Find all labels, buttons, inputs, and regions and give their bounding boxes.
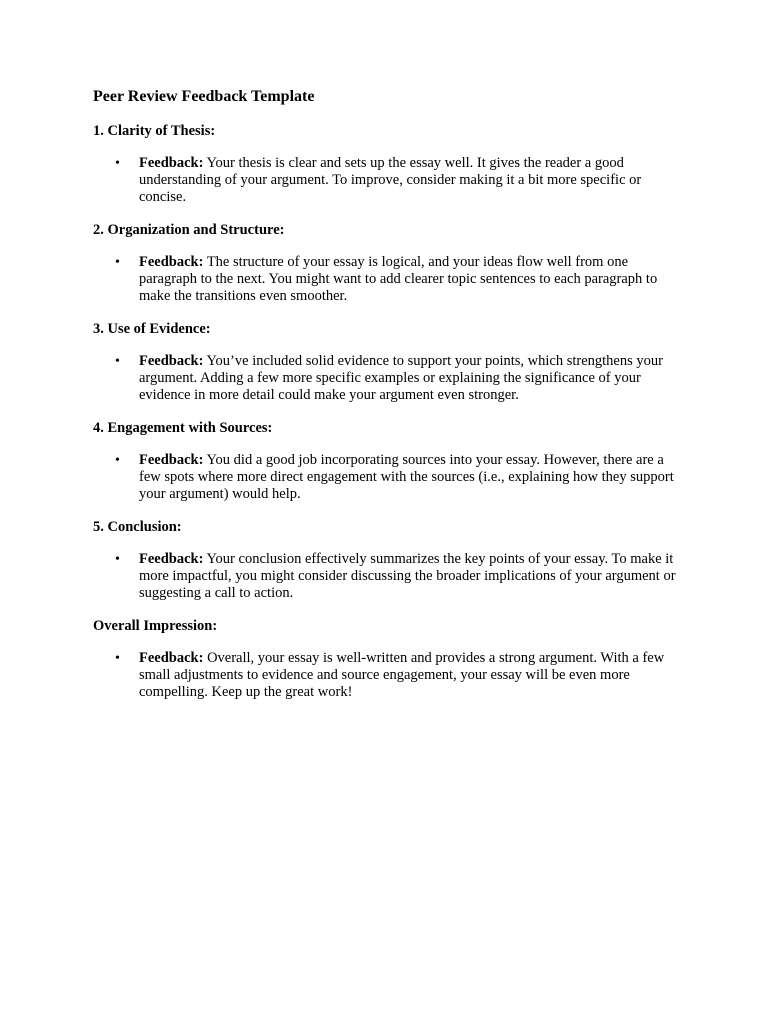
bullet-icon: •	[115, 651, 120, 666]
section-organization	[93, 221, 683, 305]
section-conclusion	[93, 518, 683, 602]
section-heading: 5. Conclusion:	[93, 519, 182, 535]
feedback-item	[93, 353, 683, 404]
feedback-list	[93, 650, 683, 701]
feedback-list	[93, 254, 683, 305]
feedback-list	[93, 551, 683, 602]
bullet-icon: •	[115, 354, 120, 369]
section-sources	[93, 419, 683, 503]
feedback-text: You’ve included solid evidence to support your points, which strengthens your argument. Adding a few more specific examples or explaining the significance of your evidence in more detail could make your argument even stronger.	[139, 353, 663, 403]
feedback-label: Feedback:	[139, 254, 204, 270]
feedback-label: Feedback:	[139, 650, 204, 666]
feedback-item	[93, 551, 683, 602]
section-heading: Overall Impression:	[93, 618, 218, 634]
feedback-list	[93, 452, 683, 503]
bullet-icon: •	[115, 453, 120, 468]
feedback-label: Feedback:	[139, 452, 204, 468]
feedback-text: Overall, your essay is well-written and provides a strong argument. With a few small adjustments to evidence and source engagement, your essay will be even more compelling. Keep up the great work!	[139, 650, 665, 700]
section-thesis	[93, 122, 683, 206]
feedback-list	[93, 353, 683, 404]
feedback-label: Feedback:	[139, 353, 204, 369]
section-heading: 3. Use of Evidence:	[93, 321, 211, 337]
feedback-label: Feedback:	[139, 155, 204, 171]
page-title: Peer Review Feedback Template	[93, 88, 315, 105]
feedback-text: Your thesis is clear and sets up the essay well. It gives the reader a good understanding of your argument. To improve, consider making it a bit more specific or concise.	[139, 155, 642, 205]
bullet-icon: •	[115, 255, 120, 270]
section-evidence	[93, 320, 683, 404]
feedback-text: Your conclusion effectively summarizes the key points of your essay. To make it more impactful, you might consider discussing the broader implications of your argument or suggesting a call to action.	[139, 551, 676, 601]
section-heading: 1. Clarity of Thesis:	[93, 123, 216, 139]
section-heading: 4. Engagement with Sources:	[93, 420, 273, 436]
bullet-icon: •	[115, 552, 120, 567]
feedback-item	[93, 254, 683, 305]
feedback-list	[93, 155, 683, 206]
feedback-item	[93, 452, 683, 503]
feedback-item	[93, 650, 683, 701]
document-page	[93, 86, 683, 716]
feedback-text: You did a good job incorporating sources into your essay. However, there are a few spots where more direct engagement with the sources (i.e., explaining how they support your argument) would help.	[139, 452, 674, 502]
section-heading: 2. Organization and Structure:	[93, 222, 285, 238]
section-overall	[93, 617, 683, 701]
feedback-text: The structure of your essay is logical, and your ideas flow well from one paragraph to the next. You might want to add clearer topic sentences to each paragraph to make the transitions even smoother.	[139, 254, 658, 304]
feedback-label: Feedback:	[139, 551, 204, 567]
feedback-item	[93, 155, 683, 206]
bullet-icon: •	[115, 156, 120, 171]
